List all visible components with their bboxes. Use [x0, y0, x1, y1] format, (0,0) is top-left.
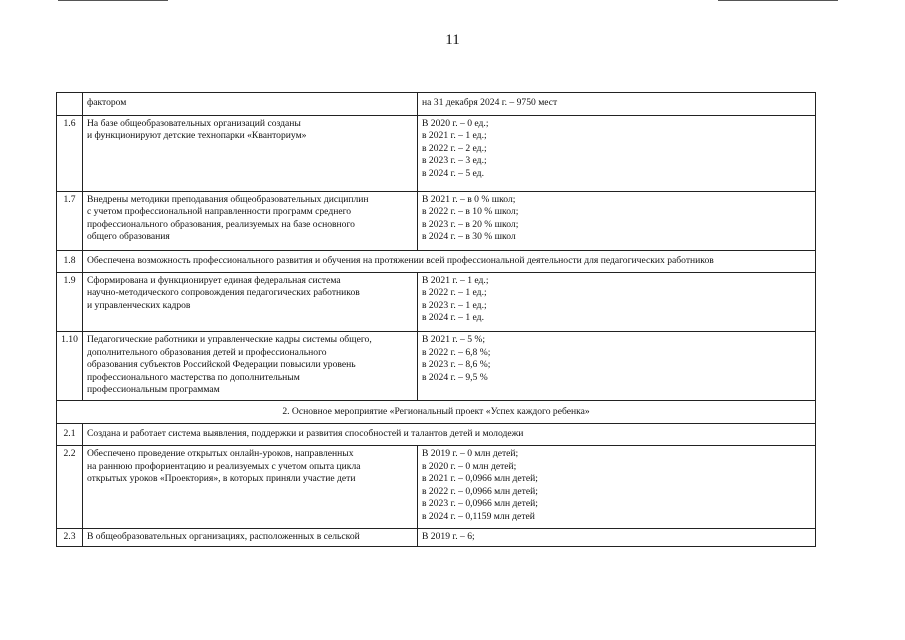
target-value-line: в 2023 г. – в 20 % школ;	[422, 218, 519, 230]
row-number: 1.9	[57, 272, 83, 331]
row-target-values	[418, 272, 816, 331]
description-line: В общеобразовательных организациях, расположенных в сельской	[87, 530, 360, 542]
target-value-line: в 2022 г. – 1 ед.;	[422, 287, 487, 299]
table-row	[57, 528, 816, 547]
description-line: и управленческих кадров	[87, 299, 191, 311]
description-line: На базе общеобразовательных организаций созданы	[87, 117, 301, 129]
description-line: Сформирована и функционирует единая федеральная система	[87, 274, 341, 286]
row-number: 1.7	[57, 191, 83, 250]
description-line: на раннюю профориентацию и реализуемых с учетом опыта цикла	[87, 460, 361, 472]
description-line: и функционируют детские технопарки «Кванториум»	[87, 130, 307, 142]
target-value-line: В 2021 г. – в 0 % школ;	[422, 193, 516, 205]
row-text-wide: Создана и работает система выявления, поддержки и развития способностей и талантов детей и молодежи	[83, 424, 816, 446]
description-line: Обеспечено проведение открытых онлайн-уроков, направленных	[87, 448, 354, 460]
target-value-line: В 2019 г. – 0 млн детей;	[422, 448, 519, 460]
page-number: 11	[445, 32, 460, 48]
row-number: 1.10	[57, 331, 83, 400]
target-value-line: в 2023 г. – 8,6 %;	[422, 359, 491, 371]
row-description	[83, 115, 418, 191]
row-target-values	[418, 93, 816, 116]
target-value-line: в 2022 г. – 2 ед.;	[422, 142, 487, 154]
row-target-values	[418, 331, 816, 400]
target-value-line: в 2021 г. – 1 ед.;	[422, 130, 487, 142]
row-description	[83, 331, 418, 400]
description-line: фактором	[87, 97, 127, 108]
document-table	[56, 92, 816, 547]
top-rule-left	[58, 0, 168, 1]
description-line: общего образования	[87, 231, 170, 243]
target-value-line: в 2022 г. – в 10 % школ;	[422, 206, 519, 218]
target-value-line: в 2024 г. – 5 ед.	[422, 167, 484, 179]
target-value-line: В 2020 г. – 0 ед.;	[422, 117, 489, 129]
row-target-values	[418, 115, 816, 191]
row-number: 2.3	[57, 528, 83, 547]
row-description	[83, 191, 418, 250]
row-number: 1.6	[57, 115, 83, 191]
description-line: Педагогические работники и управленческие кадры системы общего,	[87, 333, 372, 345]
row-text-wide: Обеспечена возможность профессионального развития и обучения на протяжении всей профессиональной деятельности для педагогических работников	[83, 250, 816, 272]
row-description	[83, 446, 418, 529]
description-line: образования субъектов Российской Федерации повысили уровень	[87, 359, 356, 371]
target-value-line: на 31 декабря 2024 г. – 9750 мест	[422, 97, 558, 108]
top-rule-right	[718, 0, 838, 1]
target-value-line: в 2023 г. – 1 ед.;	[422, 299, 487, 311]
row-number: 2.1	[57, 424, 83, 446]
table-row	[57, 191, 816, 250]
table-row	[57, 93, 816, 116]
target-value-line: в 2020 г. – 0 млн детей;	[422, 460, 517, 472]
table-row	[57, 400, 816, 424]
target-value-line: В 2021 г. – 5 %;	[422, 333, 486, 345]
table-row	[57, 272, 816, 331]
target-value-line: в 2021 г. – 0,0966 млн детей;	[422, 473, 538, 485]
row-number: 2.2	[57, 446, 83, 529]
table-row	[57, 331, 816, 400]
row-description	[83, 528, 418, 547]
target-value-line: В 2019 г. – 6;	[422, 530, 475, 542]
table-row	[57, 424, 816, 446]
section-heading: 2. Основное мероприятие «Региональный проект «Успех каждого ребенка»	[57, 400, 816, 424]
row-number: 1.8	[57, 250, 83, 272]
target-value-line: в 2024 г. – 0,1159 млн детей	[422, 511, 535, 523]
table-row	[57, 115, 816, 191]
target-value-line: в 2022 г. – 6,8 %;	[422, 346, 491, 358]
target-value-line: в 2024 г. – 1 ед.	[422, 312, 484, 324]
row-target-values	[418, 446, 816, 529]
target-value-line: в 2022 г. – 0,0966 млн детей;	[422, 485, 538, 497]
row-target-values	[418, 528, 816, 547]
description-line: профессионального образования, реализуемых на базе основного	[87, 218, 355, 230]
description-line: Внедрены методики преподавания общеобразовательных дисциплин	[87, 193, 369, 205]
description-line: научно-методического сопровождения педагогических работников	[87, 287, 360, 299]
target-value-line: в 2023 г. – 0,0966 млн детей;	[422, 498, 538, 510]
row-description	[83, 272, 418, 331]
table-row	[57, 446, 816, 529]
description-line: с учетом профессиональной направленности программ среднего	[87, 206, 352, 218]
description-line: профессиональным программам	[87, 384, 220, 396]
target-value-line: в 2024 г. – 9,5 %	[422, 371, 488, 383]
row-description	[83, 93, 418, 116]
table-row	[57, 250, 816, 272]
target-value-line: в 2024 г. – в 30 % школ	[422, 231, 516, 243]
row-target-values	[418, 191, 816, 250]
target-value-line: в 2023 г. – 3 ед.;	[422, 155, 487, 167]
description-line: дополнительного образования детей и профессионального	[87, 346, 327, 358]
description-line: открытых уроков «Проектория», в которых приняли участие дети	[87, 473, 356, 485]
target-value-line: В 2021 г. – 1 ед.;	[422, 274, 489, 286]
description-line: профессионального мастерства по дополнительным	[87, 371, 300, 383]
row-number	[57, 93, 83, 116]
